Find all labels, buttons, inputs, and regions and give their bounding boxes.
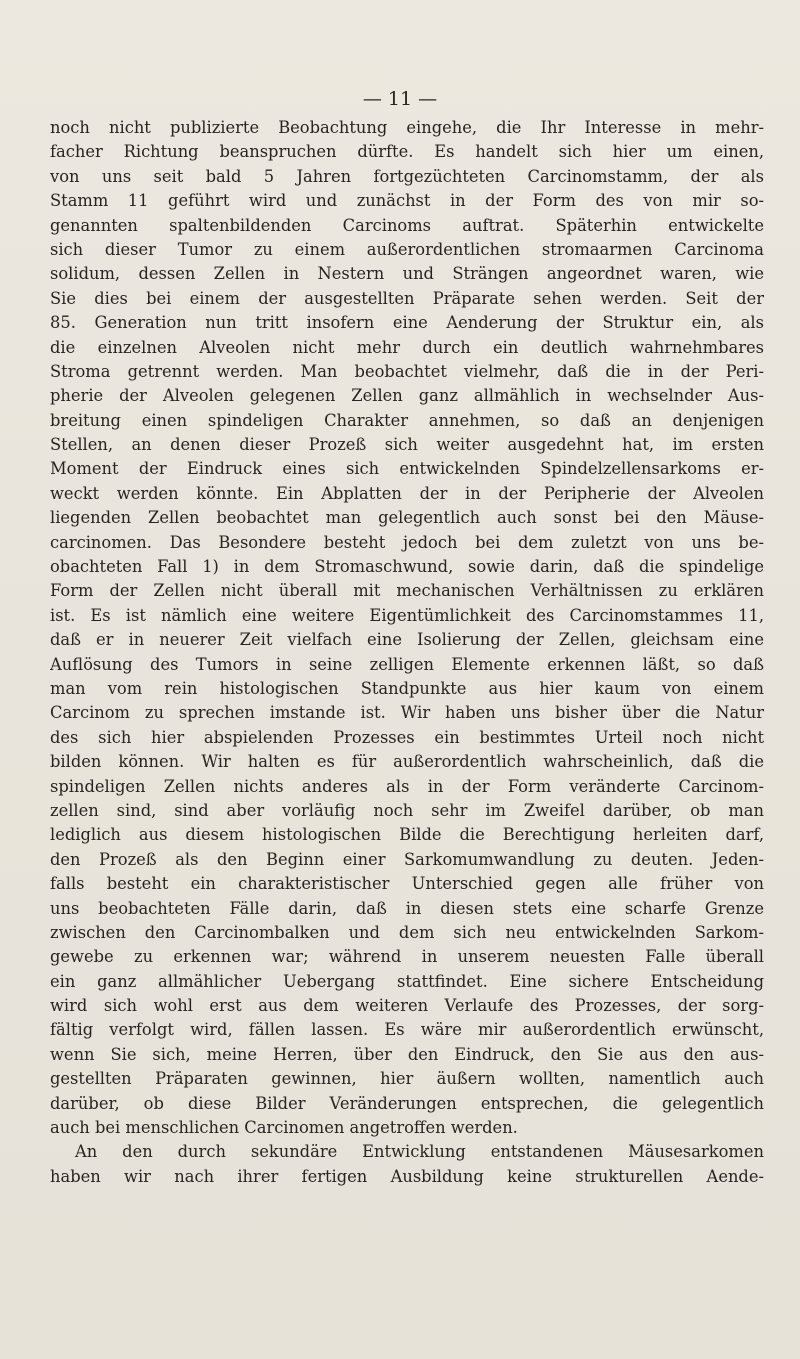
text-line: den Prozeß als den Beginn einer Sarkomumwandlung zu deuten. Jeden- bbox=[50, 849, 764, 869]
text-line: wenn Sie sich, meine Herren, über den Eindruck, den Sie aus den aus- bbox=[50, 1044, 764, 1064]
text-line: facher Richtung beanspruchen dürfte. Es handelt sich hier um einen, bbox=[50, 142, 764, 162]
text-line: darüber, ob diese Bilder Veränderungen entsprechen, die gelegentlich bbox=[50, 1093, 764, 1113]
text-line: weckt werden könnte. Ein Abplatten der in der Peripherie der Alveolen bbox=[50, 483, 764, 503]
text-line: An den durch sekundäre Entwicklung entstandenen Mäusesarkomen bbox=[75, 1142, 764, 1162]
text-line: Carcinom zu sprechen imstande ist. Wir haben uns bisher über die Natur bbox=[50, 703, 764, 723]
text-line: Auflösung des Tumors in seine zelligen Elemente erkennen läßt, so daß bbox=[50, 654, 764, 674]
text-line: spindeligen Zellen nichts anderes als in der Form veränderte Carcinom- bbox=[50, 776, 764, 796]
text-line: wird sich wohl erst aus dem weiteren Verlaufe des Prozesses, der sorg- bbox=[50, 996, 764, 1016]
text-line: daß er in neuerer Zeit vielfach eine Isolierung der Zellen, gleichsam eine bbox=[50, 630, 764, 650]
text-line: lediglich aus diesem histologischen Bilde die Berechtigung herleiten darf, bbox=[50, 825, 764, 845]
text-line: Stroma getrennt werden. Man beobachtet vielmehr, daß die in der Peri- bbox=[50, 361, 764, 381]
text-line: genannten spaltenbildenden Carcinoms auftrat. Späterhin entwickelte bbox=[50, 215, 764, 235]
text-line: Stamm 11 geführt wird und zunächst in der Form des von mir so- bbox=[50, 191, 764, 211]
text-line: zellen sind, sind aber vorläufig noch sehr im Zweifel darüber, ob man bbox=[50, 800, 764, 820]
page-number: — 11 — bbox=[362, 88, 438, 110]
text-line: fältig verfolgt wird, fällen lassen. Es wäre mir außerordentlich erwünscht, bbox=[50, 1020, 764, 1040]
text-line: die einzelnen Alveolen nicht mehr durch ein deutlich wahrnehmbares bbox=[50, 337, 764, 357]
text-line: breitung einen spindeligen Charakter annehmen, so daß an denjenigen bbox=[50, 410, 764, 430]
body-text bbox=[50, 116, 764, 1189]
text-line: uns beobachteten Fälle darin, daß in diesen stets eine scharfe Grenze bbox=[50, 898, 764, 918]
text-line: Sie dies bei einem der ausgestellten Präparate sehen werden. Seit der bbox=[50, 288, 764, 308]
text-line: gewebe zu erkennen war; während in unserem neuesten Falle überall bbox=[50, 947, 764, 967]
text-line: ein ganz allmählicher Uebergang stattfindet. Eine sichere Entscheidung bbox=[50, 971, 764, 991]
text-line: von uns seit bald 5 Jahren fortgezüchteten Carcinomstamm, der als bbox=[50, 166, 764, 186]
text-line: haben wir nach ihrer fertigen Ausbildung keine strukturellen Aende- bbox=[50, 1166, 764, 1186]
text-line: bilden können. Wir halten es für außerordentlich wahrscheinlich, daß die bbox=[50, 752, 764, 772]
text-line: Stellen, an denen dieser Prozeß sich weiter ausgedehnt hat, im ersten bbox=[50, 435, 764, 455]
text-line: obachteten Fall 1) in dem Stromaschwund, sowie darin, daß die spindelige bbox=[50, 557, 764, 577]
text-line: man vom rein histologischen Standpunkte aus hier kaum von einem bbox=[50, 678, 764, 698]
text-line: solidum, dessen Zellen in Nestern und Strängen angeordnet waren, wie bbox=[50, 264, 764, 284]
text-line: liegenden Zellen beobachtet man gelegentlich auch sonst bei den Mäuse- bbox=[50, 508, 764, 528]
text-line: Form der Zellen nicht überall mit mechanischen Verhältnissen zu erklären bbox=[50, 581, 764, 601]
text-line: 85. Generation nun tritt insofern eine Aenderung der Struktur ein, als bbox=[50, 313, 764, 333]
text-line: des sich hier abspielenden Prozesses ein bestimmtes Urteil noch nicht bbox=[50, 727, 764, 747]
text-line: auch bei menschlichen Carcinomen angetroffen werden. bbox=[50, 1118, 518, 1138]
text-line: gestellten Präparaten gewinnen, hier äußern wollten, namentlich auch bbox=[50, 1069, 764, 1089]
text-line: zwischen den Carcinombalken und dem sich neu entwickelnden Sarkom- bbox=[50, 922, 764, 942]
text-line: ist. Es ist nämlich eine weitere Eigentümlichkeit des Carcinomstammes 11, bbox=[50, 605, 764, 625]
text-line: pherie der Alveolen gelegenen Zellen ganz allmählich in wechselnder Aus- bbox=[50, 386, 764, 406]
text-line: carcinomen. Das Besondere besteht jedoch bei dem zuletzt von uns be- bbox=[50, 532, 764, 552]
text-line: noch nicht publizierte Beobachtung eingehe, die Ihr Interesse in mehr- bbox=[50, 118, 764, 137]
text-line: falls besteht ein charakteristischer Unterschied gegen alle früher von bbox=[50, 874, 764, 894]
text-line: Moment der Eindruck eines sich entwickelnden Spindelzellensarkoms er- bbox=[50, 459, 764, 479]
text-line: sich dieser Tumor zu einem außerordentlichen stromaarmen Carcinoma bbox=[50, 239, 764, 259]
